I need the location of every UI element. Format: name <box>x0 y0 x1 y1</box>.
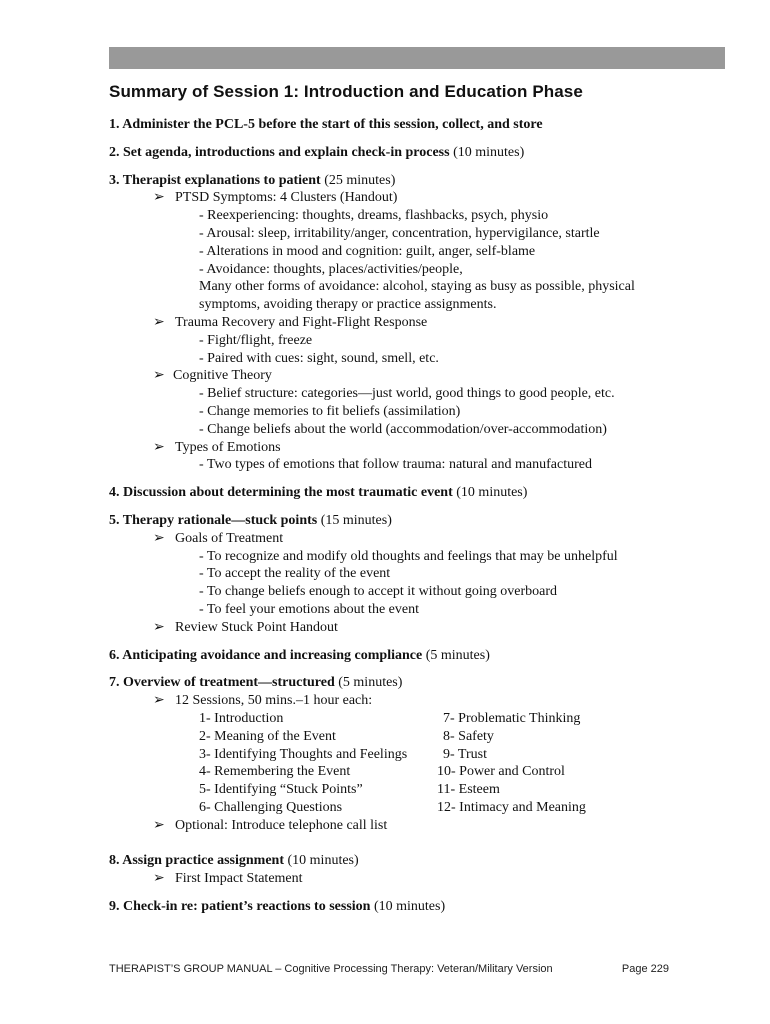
sub-item: - Arousal: sleep, irritability/anger, concentration, hypervigilance, startle <box>199 225 600 241</box>
sub-item: - Reexperiencing: thoughts, dreams, flashbacks, psych, physio <box>199 208 549 224</box>
session-item: 10- Power and Control <box>437 764 565 780</box>
arrow-bullet-icon: ➢ <box>153 619 165 635</box>
session-item: 1- Introduction <box>199 710 284 726</box>
session-list-left <box>199 710 437 817</box>
arrow-bullet-icon: ➢ <box>153 368 165 384</box>
section-heading: 2. Set agenda, introductions and explain check-in process <box>109 144 450 160</box>
bullet-item: ➢ Cognitive Theory <box>153 368 272 384</box>
session-list-right <box>437 710 637 817</box>
section-7 <box>109 674 729 834</box>
section-8 <box>109 852 729 888</box>
sub-item: - Avoidance: thoughts, places/activities/people, <box>199 261 463 277</box>
session-item: 4- Remembering the Event <box>199 764 351 780</box>
page-number: Page 229 <box>621 963 669 975</box>
arrow-bullet-icon: ➢ <box>153 871 165 887</box>
sub-item: - Belief structure: categories—just world, good things to good people, etc. <box>199 386 615 402</box>
arrow-bullet-icon: ➢ <box>153 314 165 330</box>
section-9 <box>109 898 729 916</box>
bullet-item: ➢ Trauma Recovery and Fight-Flight Response <box>153 314 428 330</box>
sub-item: - To recognize and modify old thoughts and feelings that may be unhelpful <box>199 548 618 564</box>
section-2 <box>109 144 729 162</box>
section-heading: 4. Discussion about determining the most traumatic event <box>109 485 453 501</box>
section-4 <box>109 484 729 502</box>
arrow-bullet-icon: ➢ <box>153 817 165 833</box>
bullet-item: ➢ 12 Sessions, 50 mins.–1 hour each: <box>153 693 373 709</box>
arrow-bullet-icon: ➢ <box>153 693 165 709</box>
bullet-item: ➢ First Impact Statement <box>153 871 303 887</box>
session-item: 12- Intimacy and Meaning <box>437 799 586 815</box>
section-heading: 5. Therapy rationale—stuck points <box>109 512 318 528</box>
header-bar <box>109 47 725 69</box>
sub-item: - Fight/flight, freeze <box>199 332 313 348</box>
sub-item: - Change beliefs about the world (accommodation/over-accommodation) <box>199 421 607 437</box>
section-time: (10 minutes) <box>452 485 528 501</box>
sub-item: symptoms, avoiding therapy or practice assignments. <box>199 297 497 313</box>
page-title: Summary of Session 1: Introduction and Education Phase <box>109 82 583 101</box>
footer-text: THERAPIST’S GROUP MANUAL – Cognitive Processing Therapy: Veteran/Military Version <box>109 963 553 975</box>
session-item: 3- Identifying Thoughts and Feelings <box>199 746 408 762</box>
bullet-item: ➢ Optional: Introduce telephone call list <box>153 817 388 833</box>
session-item: 9- Trust <box>443 746 487 762</box>
session-item: 2- Meaning of the Event <box>199 728 336 744</box>
session-item: 11- Esteem <box>437 782 500 798</box>
bullet-item: ➢ Types of Emotions <box>153 439 281 455</box>
section-time: (15 minutes) <box>317 512 392 528</box>
section-heading: 1. Administer the PCL-5 before the start of this session, collect, and store <box>109 117 543 132</box>
section-heading: 6. Anticipating avoidance and increasing compliance <box>109 647 423 663</box>
section-6 <box>109 647 729 665</box>
section-time: (10 minutes) <box>284 853 359 869</box>
section-heading: 9. Check-in re: patient’s reactions to session <box>109 899 371 915</box>
session-item: 7- Problematic Thinking <box>443 710 581 726</box>
arrow-bullet-icon: ➢ <box>153 530 165 546</box>
session-item: 8- Safety <box>443 728 494 744</box>
sub-item: - Paired with cues: sight, sound, smell, etc. <box>199 350 439 366</box>
section-heading: 3. Therapist explanations to patient <box>109 172 321 188</box>
sub-item: - Alterations in mood and cognition: guilt, anger, self-blame <box>199 243 536 259</box>
session-item: 6- Challenging Questions <box>199 799 343 815</box>
section-3 <box>109 172 729 475</box>
sub-item: - To change beliefs enough to accept it without going overboard <box>199 584 557 600</box>
arrow-bullet-icon: ➢ <box>153 439 165 455</box>
session-summary <box>109 116 729 926</box>
session-item: 5- Identifying “Stuck Points” <box>199 782 363 798</box>
section-5 <box>109 512 729 637</box>
page-footer <box>109 963 669 975</box>
section-heading: 7. Overview of treatment—structured <box>109 675 335 691</box>
sub-item: - Change memories to fit beliefs (assimilation) <box>199 403 461 419</box>
bullet-item: ➢ PTSD Symptoms: 4 Clusters (Handout) <box>153 190 398 206</box>
sub-item: - To feel your emotions about the event <box>199 601 419 617</box>
section-time: (10 minutes) <box>370 899 446 915</box>
section-time: (10 minutes) <box>449 144 525 160</box>
section-1 <box>109 116 729 134</box>
sub-item: - To accept the reality of the event <box>199 566 391 582</box>
sub-item: - Two types of emotions that follow trauma: natural and manufactured <box>199 457 592 473</box>
section-time: (5 minutes) <box>422 647 490 663</box>
section-time: (25 minutes) <box>320 172 396 188</box>
section-heading: 8. Assign practice assignment <box>109 853 284 869</box>
arrow-bullet-icon: ➢ <box>153 190 165 206</box>
bullet-item: ➢ Review Stuck Point Handout <box>153 619 338 635</box>
bullet-item: ➢ Goals of Treatment <box>153 530 284 546</box>
sub-item: Many other forms of avoidance: alcohol, staying as busy as possible, physical <box>199 279 635 295</box>
session-list <box>109 710 729 817</box>
section-time: (5 minutes) <box>334 675 403 691</box>
